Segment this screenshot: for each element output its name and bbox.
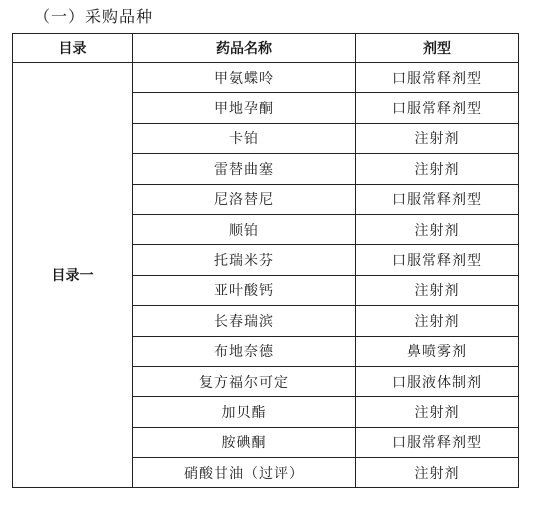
- table-body: [13, 63, 519, 488]
- drug-name-cell: 长春瑞滨: [133, 306, 356, 336]
- drug-name-cell: 托瑞米芬: [133, 245, 356, 275]
- header-drug-name: 药品名称: [133, 34, 356, 63]
- drug-name-cell: 雷替曲塞: [133, 154, 356, 184]
- dosage-form-cell: 口服常释剂型: [356, 184, 519, 214]
- dosage-form-cell: 口服常释剂型: [356, 427, 519, 457]
- header-catalog: 目录: [13, 34, 133, 63]
- drug-name-cell: 复方福尔可定: [133, 366, 356, 396]
- drug-name-cell: 尼洛替尼: [133, 184, 356, 214]
- dosage-form-cell: 注射剂: [356, 306, 519, 336]
- table-header-row: [13, 34, 519, 63]
- dosage-form-cell: 注射剂: [356, 123, 519, 153]
- drug-name-cell: 甲地孕酮: [133, 93, 356, 123]
- drug-name-cell: 硝酸甘油（过评）: [133, 458, 356, 488]
- procurement-table: [12, 33, 519, 488]
- dosage-form-cell: 注射剂: [356, 458, 519, 488]
- dosage-form-cell: 鼻喷雾剂: [356, 336, 519, 366]
- drug-name-cell: 布地奈德: [133, 336, 356, 366]
- drug-name-cell: 加贝酯: [133, 397, 356, 427]
- dosage-form-cell: 口服常释剂型: [356, 245, 519, 275]
- dosage-form-cell: 口服常释剂型: [356, 93, 519, 123]
- drug-name-cell: 卡铂: [133, 123, 356, 153]
- dosage-form-cell: 注射剂: [356, 214, 519, 244]
- drug-name-cell: 胺碘酮: [133, 427, 356, 457]
- section-heading: （一）采购品种: [34, 7, 154, 26]
- dosage-form-cell: 注射剂: [356, 275, 519, 305]
- drug-name-cell: 甲氨蝶呤: [133, 63, 356, 93]
- drug-name-cell: 亚叶酸钙: [133, 275, 356, 305]
- dosage-form-cell: 注射剂: [356, 397, 519, 427]
- drug-name-cell: 顺铂: [133, 214, 356, 244]
- dosage-form-cell: 口服常释剂型: [356, 63, 519, 93]
- dosage-form-cell: 口服液体制剂: [356, 366, 519, 396]
- dosage-form-cell: 注射剂: [356, 154, 519, 184]
- header-dosage-form: 剂型: [356, 34, 519, 63]
- catalog-cell: 目录一: [13, 63, 133, 488]
- table-row: [13, 63, 519, 93]
